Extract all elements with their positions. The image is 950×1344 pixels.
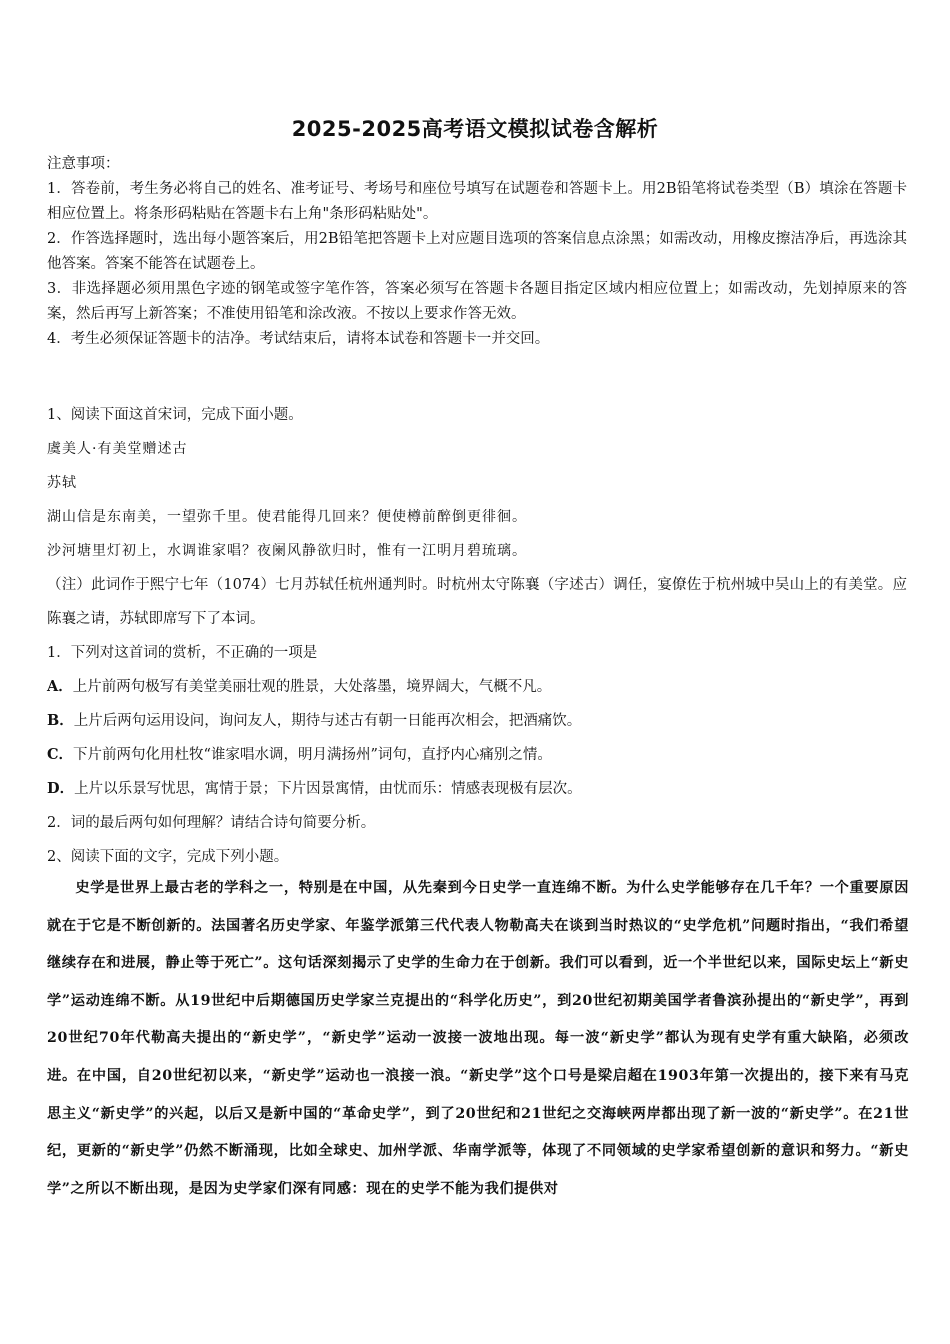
option-label: A．	[47, 678, 73, 695]
option-text: 下片前两句化用杜牧“谁家唱水调，明月满扬州”词句，直抒内心痛别之情。	[73, 747, 552, 763]
notice-item: 4．考生必须保证答题卡的洁净。考试结束后，请将本试卷和答题卡一并交回。	[47, 331, 550, 347]
poem-line: 湖山信是东南美，一望弥千里。使君能得几回来？便使樽前醉倒更徘徊。	[47, 509, 527, 525]
poem-note: （注）此词作于熙宁七年（1074）七月苏轼任杭州通判时。时杭州太守陈襄（字述古）调任，宴僚佐于杭州城中吴山上的有美堂。应陈襄之请，苏轼即席写下了本词。	[47, 577, 907, 627]
notice-item: 1．答卷前，考生务必将自己的姓名、准考证号、考场号和座位号填写在试题卷和答题卡上。用2B铅笔将试卷类型（B）填涂在答题卡相应位置上。将条形码粘贴在答题卡右上角"条形码粘贴处"。	[47, 181, 907, 222]
reading-passage	[47, 870, 909, 1208]
question-1	[47, 398, 907, 874]
poem-line: 沙河塘里灯初上，水调谁家唱？夜阑风静欲归时，惟有一江明月碧琉璃。	[47, 543, 527, 559]
option-text: 上片以乐景写忧思，寓情于景；下片因景寓情，由忧而乐：情感表现极有层次。	[74, 781, 582, 797]
sub-question: 1．下列对这首词的赏析，不正确的一项是	[47, 645, 318, 661]
notice-item: 3．非选择题必须用黑色字迹的钢笔或签字笔作答，答案必须写在答题卡各题目指定区域内相应位置上；如需改动，先划掉原来的答案，然后再写上新答案；不准使用铅笔和涂改液。不按以上要求作答无效。	[47, 281, 907, 322]
notice-item: 2．作答选择题时，选出每小题答案后，用2B铅笔把答题卡上对应题目选项的答案信息点涂黑；如需改动，用橡皮擦洁净后，再选涂其他答案。答案不能答在试题卷上。	[47, 231, 907, 272]
option-label: D．	[47, 780, 75, 797]
sub-question: 2．词的最后两句如何理解？请结合诗句简要分析。	[47, 815, 376, 831]
option-a	[47, 670, 907, 704]
option-b	[47, 704, 907, 738]
poem-title: 虞美人·有美堂赠述古	[47, 441, 188, 457]
passage-paragraph: 史学是世界上最古老的学科之一，特别是在中国，从先秦到今日史学一直连绵不断。为什么史学能够存在几千年？一个重要原因就在于它是不断创新的。法国著名历史学家、年鉴学派第三代代表人物勒高夫在谈到当时热议的“史学危机”问题时指出，“我们希望继续存在和进展，静止等于死亡”。这句话深刻揭示了史学的生命力在于创新。我们可以看到，近一个半世纪以来，国际史坛上“新史学”运动连绵不断。从19世纪中后期德国历史学家兰克提出的“科学化历史”，到20世纪初期美国学者鲁滨孙提出的“新史学”，再到20世纪70年代勒高夫提出的“新史学”，“新史学”运动一波接一波地出现。每一波“新史学”都认为现有史学有重大缺陷，必须改进。在中国，自20世纪初以来，“新史学”运动也一浪接一浪。“新史学”这个口号是梁启超在1903年第一次提出的，接下来有马克思主义“新史学”的兴起，以后又是新中国的“革命史学”，到了20世纪和21世纪之交海峡两岸都出现了新一波的“新史学”。在21世纪，更新的“新史学”仍然不断涌现，比如全球史、加州学派、华南学派等，体现了不同领域的史学家希望创新的意识和努力。“新史学”之所以不断出现，是因为史学家们深有同感：现在的史学不能为我们提供对	[47, 880, 909, 1197]
notice-section	[47, 152, 907, 352]
option-c	[47, 738, 907, 772]
option-label: B．	[47, 712, 74, 729]
question-intro: 1、阅读下面这首宋词，完成下面小题。	[47, 407, 303, 423]
option-label: C．	[47, 746, 74, 763]
poem-author: 苏轼	[47, 475, 77, 491]
notice-heading: 注意事项：	[47, 156, 120, 172]
option-text: 上片前两句极写有美堂美丽壮观的胜景，大处落墨，境界阔大，气概不凡。	[72, 679, 552, 695]
option-d	[47, 772, 907, 806]
question-intro: 2、阅读下面的文字，完成下列小题。	[47, 849, 289, 865]
option-text: 上片后两句运用设问，询问友人，期待与述古有朝一日能再次相会，把酒痛饮。	[73, 713, 582, 729]
page-title: 2025-2025高考语文模拟试卷含解析	[291, 117, 659, 141]
